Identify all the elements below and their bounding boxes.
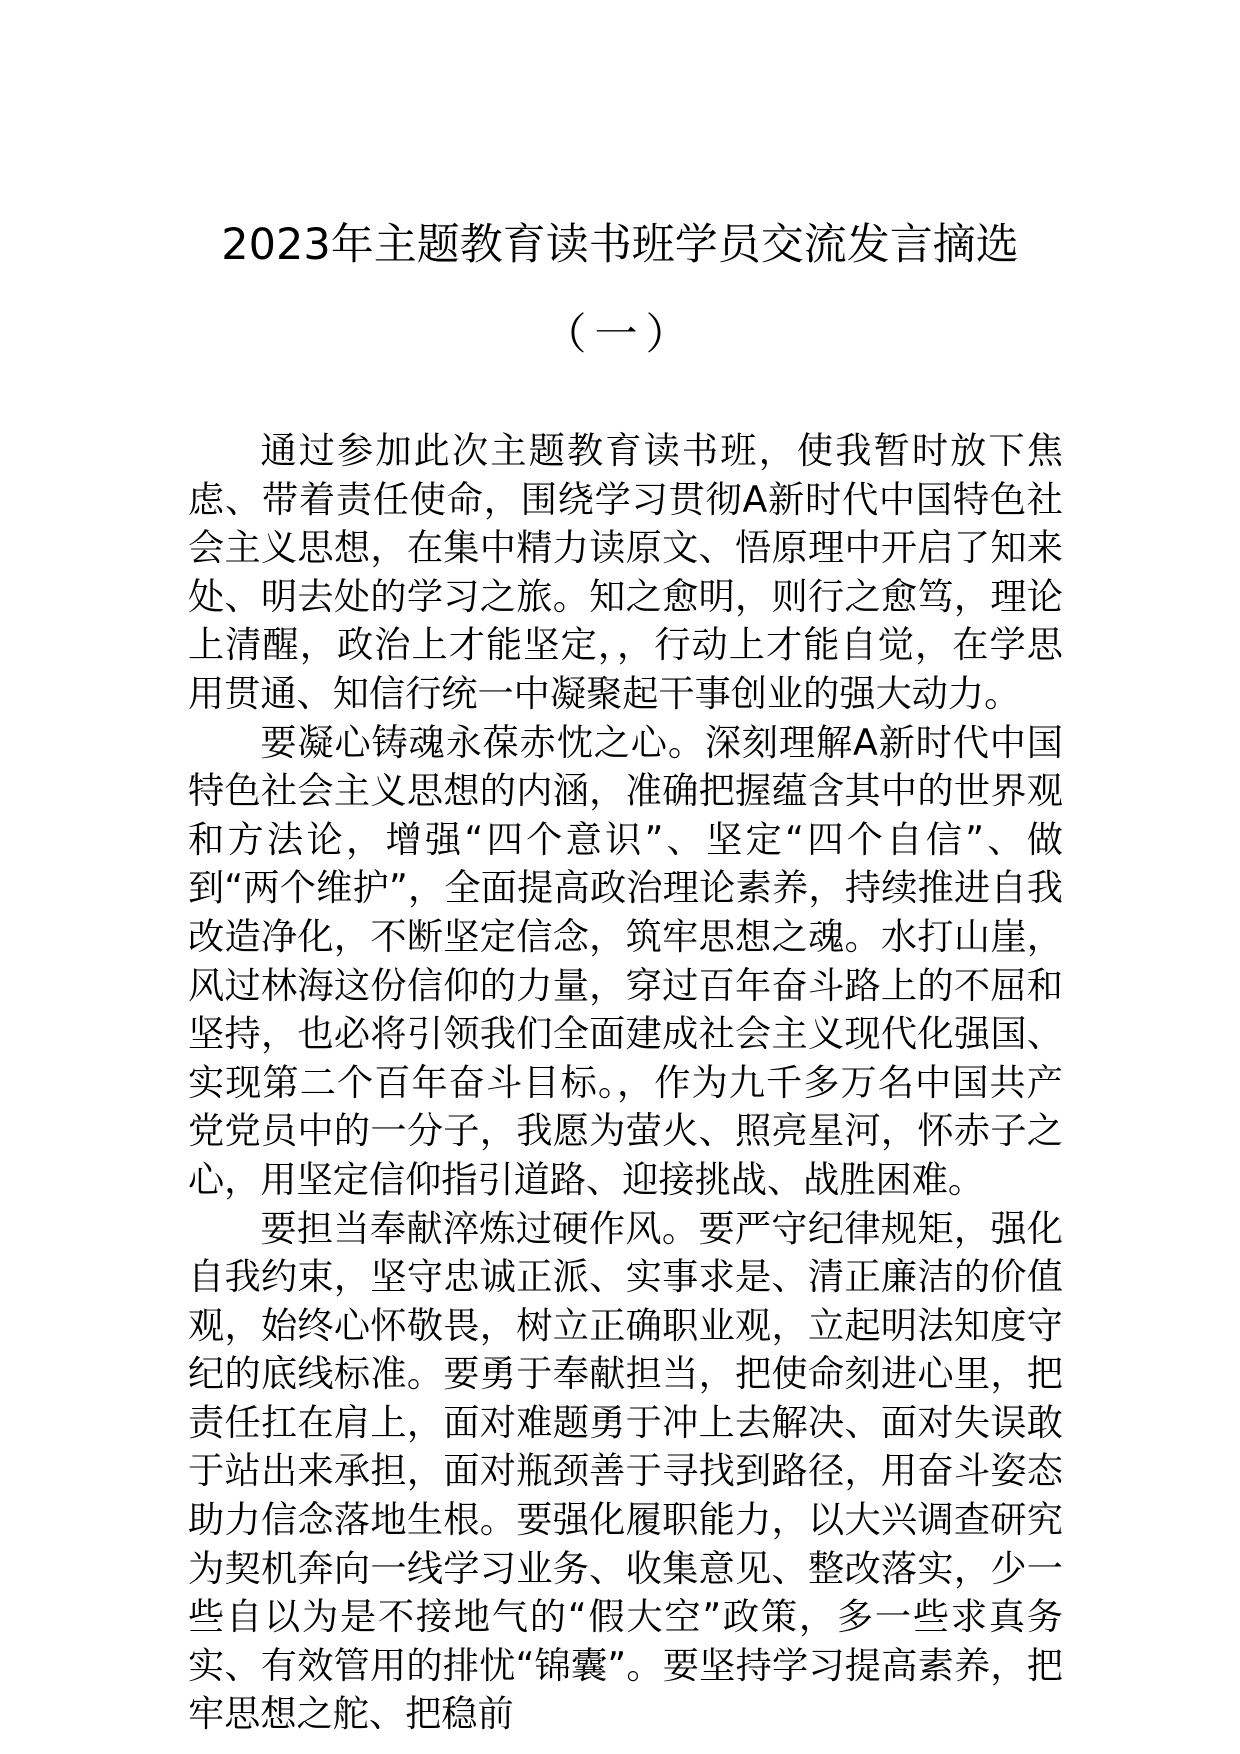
paragraph-intro: 通过参加此次主题教育读书班，使我暂时放下焦虑、带着责任使命，围绕学习贯彻A新时代中国特色社会主义思想，在集中精力读原文、悟原理中开启了知来处、明去处的学习之旅。知之愈明，则行之愈笃，理论上清醒，政治上才能坚定，，行动上才能自觉，在学思用贯通、知信行统一中凝聚起干事创业的强大动力。 — [188, 429, 1063, 715]
document-title-number: （一） — [543, 310, 697, 360]
paragraph-faith: 要凝心铸魂永葆赤忱之心。深刻理解A新时代中国特色社会主义思想的内涵，准确把握蕴含其中的世界观和方法论，增强“四个意识”、坚定“四个自信”、做到“两个维护”，全面提高政治理论素养，持续推进自我改造净化，不断坚定信念，筑牢思想之魂。水打山崖，风过林海这份信仰的力量，穿过百年奋斗路上的不屈和坚持，也必将引领我们全面建成社会主义现代化强国、实现第二个百年奋斗目标。，作为九千多万名中国共产党党员中的一分子，我愿为萤火、照亮星河，怀赤子之心，用坚定信仰指引道路、迎接挑战、战胜困难。 — [188, 720, 1063, 1201]
paragraph-conduct: 要担当奉献淬炼过硬作风。要严守纪律规矩，强化自我约束，坚守忠诚正派、实事求是、清正廉洁的价值观，始终心怀敬畏，树立正确职业观，立起明法知度守纪的底线标准。要勇于奉献担当，把使命刻进心里，把责任扛在肩上，面对难题勇于冲上去解决、面对失误敢于站出来承担，面对瓶颈善于寻找到路径，用奋斗姿态助力信念落地生根。要强化履职能力，以大兴调查研究为契机奔向一线学习业务、收集意见、整改落实，少一些自以为是不接地气的“假大空”政策，多一些求真务实、有效管用的排忧“锦囊”。要坚持学习提高素养，把牢思想之舵、把稳前 — [188, 1206, 1063, 1736]
document-body — [188, 427, 1063, 1739]
document-title: 2023年主题教育读书班学员交流发言摘选 — [221, 220, 1019, 270]
